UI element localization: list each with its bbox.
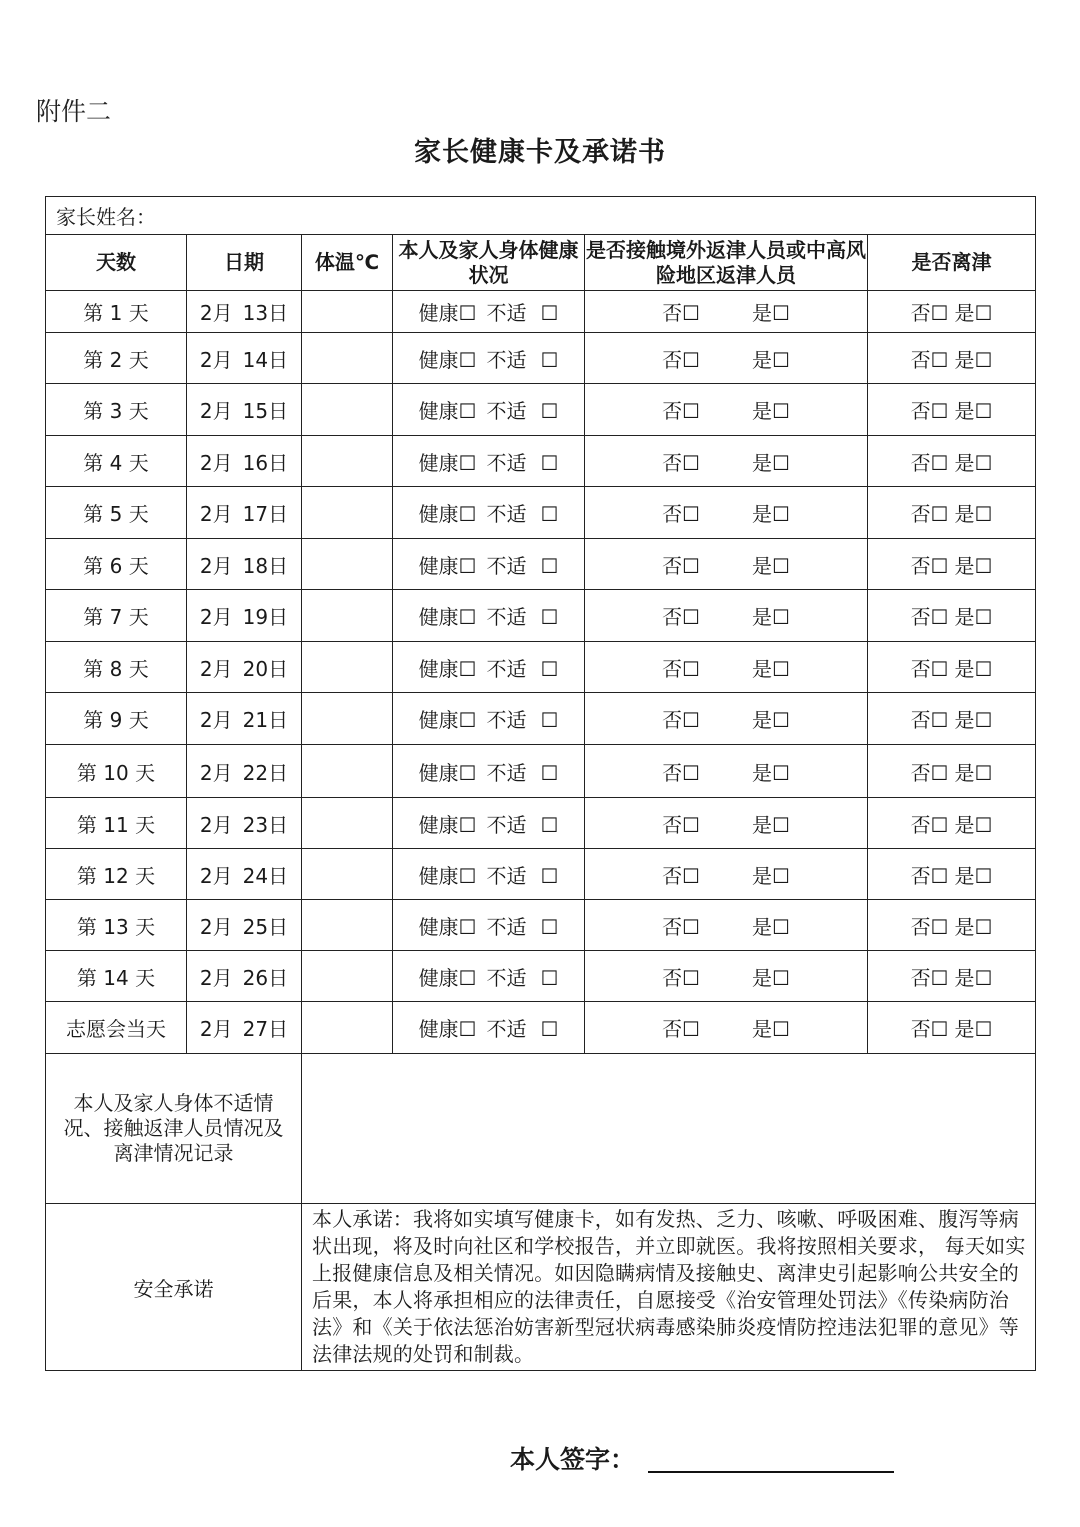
temperature-field[interactable] (302, 436, 393, 487)
left-tianjin-cell (868, 798, 1036, 849)
left-yes-checkbox[interactable]: 是☐ (954, 965, 993, 990)
contact-returnees-cell (585, 745, 868, 798)
left-tianjin-cell (868, 291, 1036, 333)
left-yes-checkbox[interactable]: 是☐ (954, 656, 993, 681)
contact-no-checkbox[interactable]: 否☐ (662, 914, 700, 939)
unwell-checkbox[interactable]: ☐ (540, 708, 559, 732)
health-status-cell (393, 900, 585, 951)
temperature-field[interactable] (302, 333, 393, 384)
day-row (46, 745, 1036, 798)
health-status-cell (393, 693, 585, 745)
contact-yes-checkbox[interactable]: 是☐ (752, 399, 790, 423)
temperature-field[interactable] (302, 487, 393, 539)
date-month: 2月 (199, 301, 233, 325)
left-yes-checkbox[interactable]: 是☐ (954, 605, 993, 629)
left-tianjin-cell (868, 951, 1036, 1002)
left-yes-checkbox[interactable]: 是☐ (954, 1017, 993, 1041)
header-row (46, 235, 1036, 291)
day-row (46, 1002, 1036, 1054)
left-yes-checkbox[interactable]: 是☐ (954, 708, 993, 732)
contact-yes-checkbox[interactable]: 是☐ (752, 656, 790, 681)
temperature-field[interactable] (302, 590, 393, 642)
day-cell: 志愿会当天 (46, 1002, 187, 1054)
date-month: 2月 (199, 708, 233, 732)
day-cell: 第 8 天 (46, 642, 187, 693)
contact-no-checkbox[interactable]: 否☐ (662, 708, 700, 732)
unwell-checkbox[interactable]: ☐ (540, 301, 559, 325)
left-yes-checkbox[interactable]: 是☐ (954, 553, 993, 578)
date-day: 22日 (242, 760, 289, 785)
healthy-checkbox[interactable]: 健康☐ (418, 399, 477, 423)
date-cell (187, 291, 302, 333)
health-status-cell (393, 590, 585, 642)
unwell-label: 不适 (486, 347, 527, 372)
header-contact-returnees: 是否接触境外返津人员或中高风险地区返津人员 (585, 235, 868, 291)
date-day: 26日 (242, 965, 289, 990)
left-yes-checkbox[interactable]: 是☐ (954, 914, 993, 939)
unwell-checkbox[interactable]: ☐ (540, 760, 559, 785)
header-day: 天数 (46, 235, 187, 291)
record-row (46, 1054, 1036, 1204)
contact-returnees-cell (585, 798, 868, 849)
contact-returnees-cell (585, 900, 868, 951)
contact-returnees-cell (585, 384, 868, 436)
parent-name-field[interactable]: 家长姓名： (46, 197, 1036, 235)
left-yes-checkbox[interactable]: 是☐ (954, 301, 993, 325)
contact-yes-checkbox[interactable]: 是☐ (752, 450, 790, 475)
contact-returnees-cell (585, 693, 868, 745)
health-status-cell (393, 291, 585, 333)
health-status-cell (393, 745, 585, 798)
healthy-checkbox[interactable]: 健康☐ (418, 450, 477, 475)
unwell-checkbox[interactable]: ☐ (540, 656, 559, 681)
date-cell (187, 436, 302, 487)
left-no-checkbox[interactable]: 否☐ (910, 605, 949, 629)
health-status-cell (393, 849, 585, 900)
temperature-field[interactable] (302, 642, 393, 693)
unwell-label: 不适 (486, 914, 527, 939)
date-cell (187, 333, 302, 384)
health-status-cell (393, 951, 585, 1002)
healthy-checkbox[interactable]: 健康☐ (418, 708, 477, 732)
date-day: 20日 (242, 656, 289, 681)
header-left-tianjin: 是否离津 (868, 235, 1036, 291)
date-month: 2月 (199, 502, 233, 526)
contact-returnees-cell (585, 291, 868, 333)
day-cell: 第 5 天 (46, 487, 187, 539)
day-row (46, 849, 1036, 900)
unwell-checkbox[interactable]: ☐ (540, 450, 559, 475)
unwell-checkbox[interactable]: ☐ (540, 812, 559, 837)
contact-returnees-cell (585, 539, 868, 590)
date-cell (187, 487, 302, 539)
left-no-checkbox[interactable]: 否☐ (910, 914, 949, 939)
contact-yes-checkbox[interactable]: 是☐ (752, 914, 790, 939)
healthy-checkbox[interactable]: 健康☐ (418, 656, 477, 681)
unwell-label: 不适 (486, 812, 527, 837)
contact-no-checkbox[interactable]: 否☐ (662, 1017, 700, 1041)
contact-returnees-cell (585, 849, 868, 900)
date-cell (187, 384, 302, 436)
unwell-label: 不适 (486, 605, 527, 629)
day-row (46, 900, 1036, 951)
date-cell (187, 849, 302, 900)
date-cell (187, 539, 302, 590)
unwell-checkbox[interactable]: ☐ (540, 502, 559, 526)
left-no-checkbox[interactable]: 否☐ (910, 656, 949, 681)
healthy-checkbox[interactable]: 健康☐ (418, 914, 477, 939)
contact-yes-checkbox[interactable]: 是☐ (752, 708, 790, 732)
contact-yes-checkbox[interactable]: 是☐ (752, 605, 790, 629)
date-month: 2月 (199, 1017, 233, 1041)
temperature-field[interactable] (302, 384, 393, 436)
signature-label: 本人签字： (510, 1445, 636, 1474)
day-row (46, 798, 1036, 849)
day-row (46, 693, 1036, 745)
contact-no-checkbox[interactable]: 否☐ (662, 502, 700, 526)
date-month: 2月 (199, 760, 233, 785)
date-day: 21日 (242, 708, 289, 732)
unwell-checkbox[interactable]: ☐ (540, 914, 559, 939)
contact-yes-checkbox[interactable]: 是☐ (752, 760, 790, 785)
safety-promise-row (46, 1204, 1036, 1371)
healthy-checkbox[interactable]: 健康☐ (418, 605, 477, 629)
unwell-label: 不适 (486, 399, 527, 423)
contact-yes-checkbox[interactable]: 是☐ (752, 1017, 790, 1041)
unwell-label: 不适 (486, 760, 527, 785)
date-cell (187, 642, 302, 693)
left-tianjin-cell (868, 642, 1036, 693)
date-month: 2月 (199, 450, 233, 475)
day-cell: 第 2 天 (46, 333, 187, 384)
left-tianjin-cell (868, 487, 1036, 539)
day-cell: 第 1 天 (46, 291, 187, 333)
date-day: 19日 (242, 605, 289, 629)
contact-yes-checkbox[interactable]: 是☐ (752, 347, 790, 372)
date-day: 18日 (242, 553, 289, 578)
healthy-checkbox[interactable]: 健康☐ (418, 553, 477, 578)
left-no-checkbox[interactable]: 否☐ (910, 760, 949, 785)
day-cell: 第 4 天 (46, 436, 187, 487)
unwell-checkbox[interactable]: ☐ (540, 863, 559, 888)
contact-no-checkbox[interactable]: 否☐ (662, 553, 700, 578)
unwell-checkbox[interactable]: ☐ (540, 347, 559, 372)
day-cell: 第 12 天 (46, 849, 187, 900)
contact-returnees-cell (585, 333, 868, 384)
left-yes-checkbox[interactable]: 是☐ (954, 760, 993, 785)
left-yes-checkbox[interactable]: 是☐ (954, 863, 993, 888)
health-card-table (45, 196, 1036, 1371)
contact-returnees-cell (585, 1002, 868, 1054)
safety-promise-text: 本人承诺：我将如实填写健康卡，如有发热、乏力、咳嗽、呼吸困难、腹泻等病状出现，将及时向社区和学校报告，并立即就医。我将按照相关要求， 每天如实上报健康信息及相关情况。如因隐瞒病情及接触史、离津史引起影响公共安全的后果，本人将承担相应的法律责任，自愿接受《治安管理处罚法》《传染病防治法》和《关于依法惩治妨害新型冠状病毒感染肺炎疫情防控违法犯罪的意见》等法律法规的处罚和制裁。 (302, 1204, 1036, 1371)
date-month: 2月 (199, 656, 233, 681)
date-month: 2月 (199, 553, 233, 578)
date-day: 16日 (242, 450, 289, 475)
record-label: 本人及家人身体不适情况、接触返津人员情况及离津情况记录 (46, 1054, 302, 1204)
unwell-label: 不适 (486, 656, 527, 681)
contact-no-checkbox[interactable]: 否☐ (662, 605, 700, 629)
healthy-checkbox[interactable]: 健康☐ (418, 760, 477, 785)
date-month: 2月 (199, 863, 233, 888)
day-row (46, 436, 1036, 487)
day-cell: 第 9 天 (46, 693, 187, 745)
contact-yes-checkbox[interactable]: 是☐ (752, 502, 790, 526)
date-cell (187, 1002, 302, 1054)
contact-no-checkbox[interactable]: 否☐ (662, 450, 700, 475)
unwell-label: 不适 (486, 450, 527, 475)
unwell-checkbox[interactable]: ☐ (540, 965, 559, 990)
left-no-checkbox[interactable]: 否☐ (910, 863, 949, 888)
left-no-checkbox[interactable]: 否☐ (910, 301, 949, 325)
left-tianjin-cell (868, 333, 1036, 384)
temperature-field[interactable] (302, 539, 393, 590)
left-no-checkbox[interactable]: 否☐ (910, 450, 949, 475)
contact-no-checkbox[interactable]: 否☐ (662, 301, 700, 325)
date-day: 23日 (242, 812, 289, 837)
date-month: 2月 (199, 965, 233, 990)
left-yes-checkbox[interactable]: 是☐ (954, 450, 993, 475)
left-tianjin-cell (868, 849, 1036, 900)
unwell-checkbox[interactable]: ☐ (540, 1017, 559, 1041)
date-day: 17日 (242, 502, 289, 526)
contact-yes-checkbox[interactable]: 是☐ (752, 812, 790, 837)
left-tianjin-cell (868, 745, 1036, 798)
left-no-checkbox[interactable]: 否☐ (910, 502, 949, 526)
date-month: 2月 (199, 605, 233, 629)
header-health-status: 本人及家人身体健康状况 (393, 235, 585, 291)
temperature-field[interactable] (302, 1002, 393, 1054)
date-month: 2月 (199, 914, 233, 939)
day-cell: 第 14 天 (46, 951, 187, 1002)
unwell-checkbox[interactable]: ☐ (540, 605, 559, 629)
left-tianjin-cell (868, 693, 1036, 745)
date-day: 13日 (242, 301, 289, 325)
health-status-cell (393, 798, 585, 849)
unwell-label: 不适 (486, 863, 527, 888)
contact-no-checkbox[interactable]: 否☐ (662, 656, 700, 681)
parent-name-row (46, 197, 1036, 235)
healthy-checkbox[interactable]: 健康☐ (418, 1017, 477, 1041)
left-tianjin-cell (868, 1002, 1036, 1054)
unwell-label: 不适 (486, 502, 527, 526)
left-yes-checkbox[interactable]: 是☐ (954, 399, 993, 423)
header-date: 日期 (187, 235, 302, 291)
left-yes-checkbox[interactable]: 是☐ (954, 502, 993, 526)
date-cell (187, 900, 302, 951)
contact-yes-checkbox[interactable]: 是☐ (752, 863, 790, 888)
healthy-checkbox[interactable]: 健康☐ (418, 965, 477, 990)
contact-returnees-cell (585, 436, 868, 487)
date-day: 25日 (242, 914, 289, 939)
contact-yes-checkbox[interactable]: 是☐ (752, 301, 790, 325)
contact-returnees-cell (585, 951, 868, 1002)
date-cell (187, 745, 302, 798)
date-day: 14日 (242, 347, 289, 372)
left-no-checkbox[interactable]: 否☐ (910, 347, 949, 372)
left-no-checkbox[interactable]: 否☐ (910, 553, 949, 578)
contact-returnees-cell (585, 487, 868, 539)
date-cell (187, 951, 302, 1002)
contact-no-checkbox[interactable]: 否☐ (662, 812, 700, 837)
date-cell (187, 798, 302, 849)
left-tianjin-cell (868, 384, 1036, 436)
unwell-label: 不适 (486, 965, 527, 990)
contact-returnees-cell (585, 590, 868, 642)
temperature-field[interactable] (302, 291, 393, 333)
temperature-field[interactable] (302, 798, 393, 849)
day-row (46, 539, 1036, 590)
contact-no-checkbox[interactable]: 否☐ (662, 347, 700, 372)
day-cell: 第 13 天 (46, 900, 187, 951)
date-cell (187, 693, 302, 745)
unwell-label: 不适 (486, 553, 527, 578)
day-cell: 第 3 天 (46, 384, 187, 436)
contact-yes-checkbox[interactable]: 是☐ (752, 553, 790, 578)
day-cell: 第 11 天 (46, 798, 187, 849)
unwell-label: 不适 (486, 708, 527, 732)
left-tianjin-cell (868, 539, 1036, 590)
day-row (46, 951, 1036, 1002)
left-tianjin-cell (868, 590, 1036, 642)
left-no-checkbox[interactable]: 否☐ (910, 812, 949, 837)
left-no-checkbox[interactable]: 否☐ (910, 1017, 949, 1041)
healthy-checkbox[interactable]: 健康☐ (418, 502, 477, 526)
header-temperature: 体温℃ (302, 235, 393, 291)
contact-yes-checkbox[interactable]: 是☐ (752, 965, 790, 990)
contact-no-checkbox[interactable]: 否☐ (662, 760, 700, 785)
health-status-cell (393, 436, 585, 487)
healthy-checkbox[interactable]: 健康☐ (418, 347, 477, 372)
day-row (46, 590, 1036, 642)
temperature-field[interactable] (302, 849, 393, 900)
date-cell (187, 590, 302, 642)
date-day: 27日 (242, 1017, 289, 1041)
unwell-checkbox[interactable]: ☐ (540, 399, 559, 423)
date-month: 2月 (199, 812, 233, 837)
health-status-cell (393, 642, 585, 693)
left-yes-checkbox[interactable]: 是☐ (954, 812, 993, 837)
document-title: 家长健康卡及承诺书 (414, 137, 666, 168)
health-status-cell (393, 384, 585, 436)
date-day: 15日 (242, 399, 289, 423)
day-row (46, 642, 1036, 693)
day-row (46, 384, 1036, 436)
unwell-label: 不适 (486, 301, 527, 325)
temperature-field[interactable] (302, 900, 393, 951)
day-row (46, 333, 1036, 384)
contact-no-checkbox[interactable]: 否☐ (662, 399, 700, 423)
record-field[interactable] (302, 1054, 1036, 1204)
unwell-checkbox[interactable]: ☐ (540, 553, 559, 578)
signature-line[interactable] (648, 1471, 894, 1473)
temperature-field[interactable] (302, 745, 393, 798)
health-status-cell (393, 333, 585, 384)
temperature-field[interactable] (302, 693, 393, 745)
health-status-cell (393, 539, 585, 590)
day-row (46, 487, 1036, 539)
left-tianjin-cell (868, 436, 1036, 487)
contact-returnees-cell (585, 642, 868, 693)
contact-no-checkbox[interactable]: 否☐ (662, 863, 700, 888)
attachment-label: 附件二 (36, 97, 112, 126)
left-tianjin-cell (868, 900, 1036, 951)
temperature-field[interactable] (302, 951, 393, 1002)
unwell-label: 不适 (486, 1017, 527, 1041)
left-no-checkbox[interactable]: 否☐ (910, 399, 949, 423)
date-month: 2月 (199, 347, 233, 372)
day-row (46, 291, 1036, 333)
health-status-cell (393, 487, 585, 539)
healthy-checkbox[interactable]: 健康☐ (418, 863, 477, 888)
day-cell: 第 7 天 (46, 590, 187, 642)
healthy-checkbox[interactable]: 健康☐ (418, 301, 477, 325)
left-no-checkbox[interactable]: 否☐ (910, 965, 949, 990)
healthy-checkbox[interactable]: 健康☐ (418, 812, 477, 837)
health-status-cell (393, 1002, 585, 1054)
day-cell: 第 6 天 (46, 539, 187, 590)
left-yes-checkbox[interactable]: 是☐ (954, 347, 993, 372)
left-no-checkbox[interactable]: 否☐ (910, 708, 949, 732)
day-cell: 第 10 天 (46, 745, 187, 798)
date-day: 24日 (242, 863, 289, 888)
date-month: 2月 (199, 399, 233, 423)
contact-no-checkbox[interactable]: 否☐ (662, 965, 700, 990)
safety-promise-label: 安全承诺 (46, 1204, 302, 1371)
